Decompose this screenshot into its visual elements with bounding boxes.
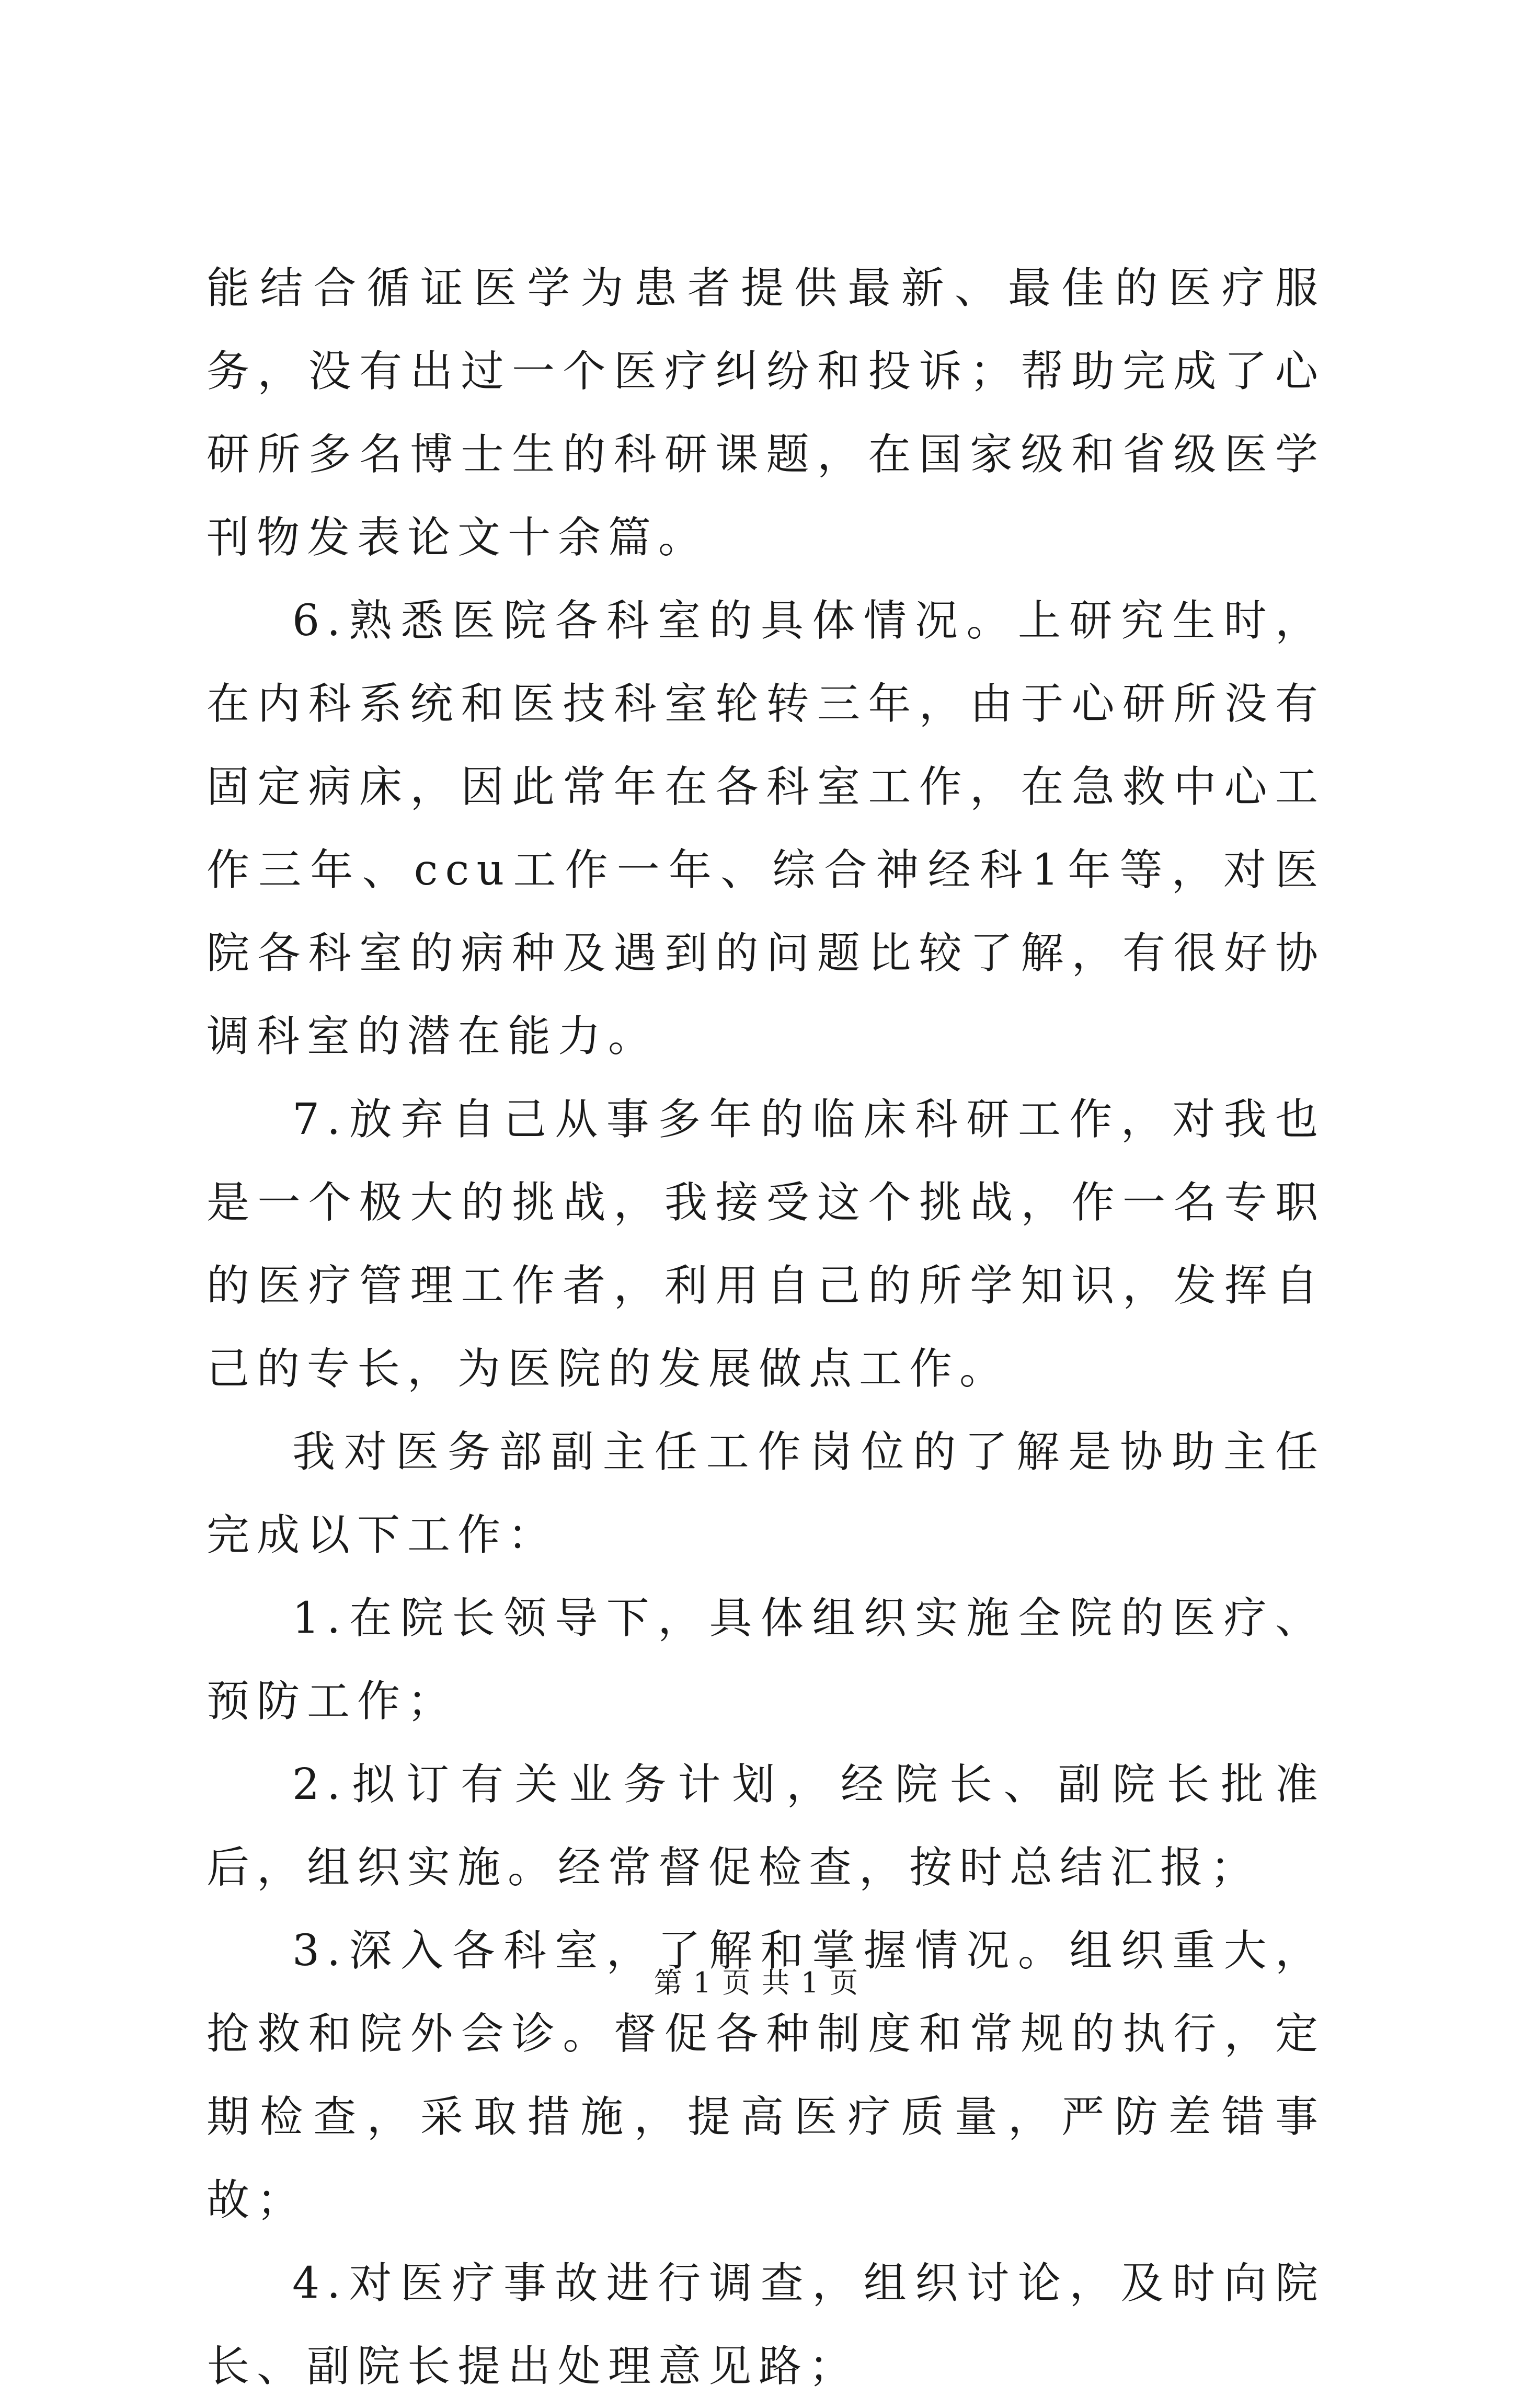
paragraph-2: 6.熟悉医院各科室的具体情况。上研究生时，在内科系统和医技科室轮转三年，由于心研所没有固定病床，因此常年在各科室工作，在急救中心工作三年、ccu工作一年、综合神经科1年等，对医院各科室的病种及遇到的问题比较了解，有很好协调科室的潜在能力。 (207, 596, 1325, 1061)
paragraph-8: 4.对医疗事故进行调查，组织讨论，及时向院长、副院长提出处理意见路； (207, 2258, 1325, 2391)
page-number-footer: 第 1 页 共 1 页 (654, 1966, 859, 1999)
paragraph-3: 7.放弃自己从事多年的临床科研工作，对我也是一个极大的挑战，我接受这个挑战，作一名专职的医疗管理工作者，利用自己的所学知识，发挥自己的专长，为医院的发展做点工作。 (207, 1095, 1325, 1394)
paragraph-1: 能结合循证医学为患者提供最新、最佳的医疗服务，没有出过一个医疗纠纷和投诉；帮助完成了心研所多名博士生的科研课题，在国家级和省级医学刊物发表论文十余篇。 (207, 263, 1325, 563)
paragraph-6: 2.拟订有关业务计划，经院长、副院长批准后，组织实施。经常督促检查，按时总结汇报； (207, 1760, 1325, 1893)
paragraph-4: 我对医务部副主任工作岗位的了解是协助主任完成以下工作： (207, 1427, 1325, 1560)
document-body (207, 247, 1325, 2408)
paragraph-5: 1.在院长领导下，具体组织实施全院的医疗、预防工作； (207, 1593, 1325, 1726)
paragraph-7: 3.深入各科室，了解和掌握情况。组织重大，抢救和院外会诊。督促各种制度和常规的执行，定期检查，采取措施，提高医疗质量，严防差错事故； (207, 1926, 1325, 2225)
